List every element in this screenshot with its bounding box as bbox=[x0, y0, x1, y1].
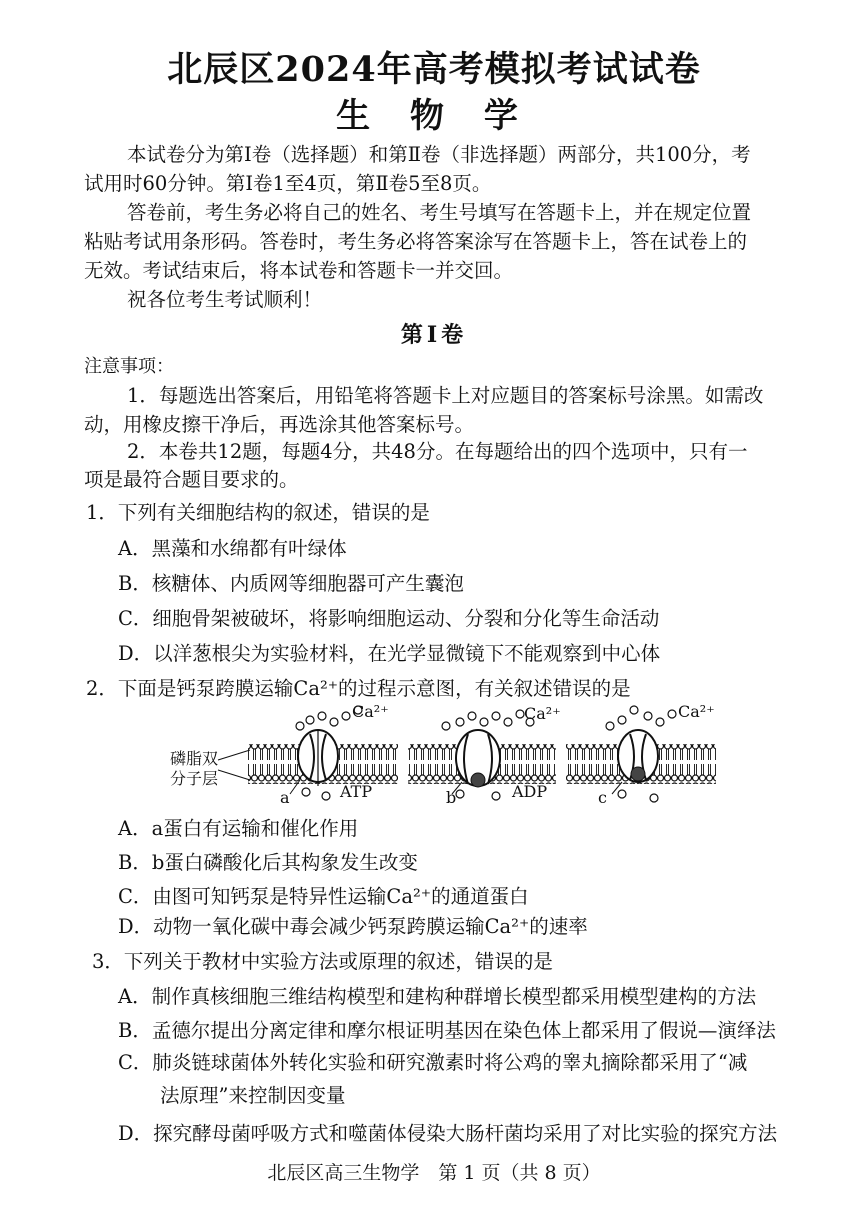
section-title: 第Ⅰ卷 bbox=[400, 322, 468, 348]
panel-label-a: a bbox=[280, 788, 290, 807]
atp-label: ATP bbox=[340, 782, 373, 801]
ion-label-c: Ca²⁺ bbox=[678, 702, 715, 721]
question-3-option-d: D．探究酵母菌呼吸方式和噬菌体侵染大肠杆菌均采用了对比实验的探究方法 bbox=[118, 1122, 778, 1145]
pump-b bbox=[456, 730, 500, 787]
intro-line-3: 答卷前，考生务必将自己的姓名、考生号填写在答题卡上，并在规定位置 bbox=[127, 201, 752, 224]
question-2-option-b: B．b蛋白磷酸化后其构象发生改变 bbox=[118, 851, 418, 874]
intro-line-1: 本试卷分为第Ⅰ卷（选择题）和第Ⅱ卷（非选择题）两部分，共100分，考 bbox=[127, 143, 751, 166]
question-1-option-b: B．核糖体、内质网等细胞器可产生囊泡 bbox=[118, 572, 464, 595]
membrane-label-line-2: 分子层 bbox=[170, 769, 219, 788]
question-2-stem: 2．下面是钙泵跨膜运输Ca²⁺的过程示意图，有关叙述错误的是 bbox=[86, 677, 631, 700]
question-1-stem: 1．下列有关细胞结构的叙述，错误的是 bbox=[86, 501, 430, 524]
pump-c bbox=[618, 730, 658, 782]
intro-line-4: 粘贴考试用条形码。答卷时，考生务必将答案涂写在答题卡上，答在试卷上的 bbox=[84, 230, 748, 253]
membrane-label-line-1: 磷脂双 bbox=[170, 749, 219, 768]
question-3-option-a: A．制作真核细胞三维结构模型和建构种群增长模型都采用模型建构的方法 bbox=[118, 985, 757, 1008]
panel-label-b: b bbox=[446, 788, 457, 807]
intro-line-5: 无效。考试结束后，将本试卷和答题卡一并交回。 bbox=[84, 259, 514, 282]
notes-heading: 注意事项： bbox=[84, 356, 174, 377]
question-2-option-d: D．动物一氧化碳中毒会减少钙泵跨膜运输Ca²⁺的速率 bbox=[118, 915, 588, 938]
ion-label-a: Ca²⁺ bbox=[352, 702, 389, 721]
notes-line-2: 动，用橡皮擦干净后，再选涂其他答案标号。 bbox=[84, 413, 475, 436]
question-1-option-c: C．细胞骨架被破坏，将影响细胞运动、分裂和分化等生命活动 bbox=[118, 607, 660, 630]
calcium-pump-diagram bbox=[160, 702, 730, 806]
question-3-stem: 3．下列关于教材中实验方法或原理的叙述，错误的是 bbox=[92, 950, 553, 973]
question-1-option-a: A．黑藻和水绵都有叶绿体 bbox=[118, 537, 347, 560]
question-3-option-b: B．孟德尔提出分离定律和摩尔根证明基因在染色体上都采用了假说—演绎法 bbox=[118, 1019, 776, 1042]
exam-title: 北辰区2024年高考模拟考试试卷 bbox=[167, 49, 701, 90]
intro-line-2: 试用时60分钟。第Ⅰ卷1至4页，第Ⅱ卷5至8页。 bbox=[84, 172, 492, 195]
calcium-pump-figure bbox=[160, 702, 730, 806]
question-2-option-c: C．由图可知钙泵是特异性运输Ca²⁺的通道蛋白 bbox=[118, 885, 529, 908]
question-2-option-a: A．a蛋白有运输和催化作用 bbox=[118, 817, 359, 840]
question-3-option-c-continued: 法原理”来控制因变量 bbox=[160, 1084, 346, 1107]
panel-label-c: c bbox=[598, 788, 607, 807]
subject-title: 生 物 学 bbox=[336, 96, 532, 136]
page-footer: 北辰区高三生物学 第 1 页（共 8 页） bbox=[267, 1162, 601, 1184]
notes-line-1: 1．每题选出答案后，用铅笔将答题卡上对应题目的答案标号涂黑。如需改 bbox=[127, 384, 764, 407]
notes-line-3: 2．本卷共12题，每题4分，共48分。在每题给出的四个选项中，只有一 bbox=[127, 440, 748, 463]
ion-label-b: Ca²⁺ bbox=[524, 704, 561, 723]
question-3-option-c: C．肺炎链球菌体外转化实验和研究激素时将公鸡的睾丸摘除都采用了“减 bbox=[118, 1051, 748, 1074]
question-1-option-d: D．以洋葱根尖为实验材料，在光学显微镜下不能观察到中心体 bbox=[118, 642, 661, 665]
adp-label: ADP bbox=[512, 782, 548, 801]
intro-line-6: 祝各位考生考试顺利！ bbox=[127, 288, 323, 311]
notes-line-4: 项是最符合题目要求的。 bbox=[84, 468, 299, 491]
